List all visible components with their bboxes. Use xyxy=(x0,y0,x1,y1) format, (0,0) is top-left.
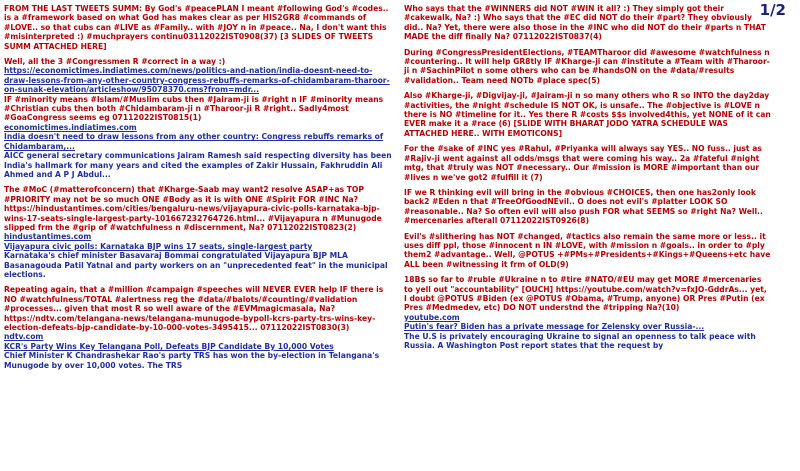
tweet-text: Who says that the #WINNERS did NOT #WIN it all? :) They simply got their #cakewalk, Na? :) Who says that the #EC did NOT do their #part? They obviously did.. Na? Yet, there were also those in the #INC who did NOT do their #parts n THAT MADE the diff finally Na? 07112022IST0837(4) xyxy=(404,4,766,42)
tweet-text: For the #sake of #INC yes #Rahul, #Priyanka will always say YES.. NO fuss.. just as #Rajiv-ji went against all odds/msgs that were coming his way.. 2a #fateful #night mtg, that #truly was NOT #necessary.. Our #mission is MORE #important than our #lives n we've got2 #fulfill it (7) xyxy=(404,144,762,182)
tweet-text: Repeating again, that a #million #campaign #speeches will NEVER EVER help IF there is NO #watchfulness/TOTAL #alertness reg the #data/#balots/#counting/#validation #processes... given that most R so well aware of the #EVMmagicmasala, Na? https://ndtv.com/telangana-news/telangana-munugode-bypoll-kcrs-party-trs-wins-key-election-defeats-bjp-candidate-by-10-000-votes-3495415... 07112022IST0830(3) xyxy=(4,285,384,332)
tweet-text: 18B$ so far to #ruble #Ukraine n to #tire #NATO/#EU may get MORE #mercenaries to yell out "accountability" [OUCH] https://youtube.com/watch?v=fxJO-GddrAs... yet, I doubt @POTUS #Biden (ex @POTUS #Obama, #Trump, anyone) OR Pres #Putin (ex Pres #Medmedev, etc) DO NOT understnd the #tripping Na?(10) xyxy=(404,275,767,313)
link-domain[interactable]: hindustantimes.com xyxy=(4,232,92,242)
right-column xyxy=(404,4,772,350)
link-card-description: Karnataka's chief minister Basavaraj Bommai congratulated Vijayapura BJP MLA Basanagouda Patil Yatnal and party workers on an "unprecedented feat" in the municipal elections. xyxy=(4,251,388,279)
link-domain[interactable]: economictimes.indiatimes.com xyxy=(4,122,137,132)
tweet-text: Well, all the 3 #Congressmen R #correct in a way :) xyxy=(4,57,226,67)
link-card-description: The U.S is privately encouraging Ukraine to signal an openness to talk peace with Russia. A Washington Post report states that the request by xyxy=(404,331,756,350)
tweet-text: The #MoC (#matterofconcern) that #Kharge-Saab may want2 resolve ASAP+as TOP #PRIORITY may not be so much ONE #Body as it is with ONE #Spirit FOR #INC Na? https://hindustantimes.com/cities/bengaluru-news/vijayapura-civic-polls-karnataka-bjp-wins-17-seats-single-largest-party-101667232764726.html... #Vijayapura n #Munugode slipped frm the #grip of #watchfulness n #discernment, Na? 07112022IST0823(2) xyxy=(4,185,382,232)
tweet-text: IF we R thinking evil will bring in the #obvious #CHOICES, then one has2only look back2 #Eden n that #TreeOfGoodNEvil.. O does not evil's #platter LOOK SO #reasonable.. Na? So often evil will also push FOR what SEEMS so #right Na? Well.. #mercenaries afterall 07112022IST0926(8) xyxy=(404,187,763,226)
left-column xyxy=(4,4,394,370)
tweet-text: During #CongressPresidentElections, #TEAMTharoor did #awesome #watchfulness n #countering.. It will help GR8tly IF #Kharge-ji can #institute a #Team with #Tharoor-ji n #SachinPilot n some others who can be #handsON on the #data/#results #validation.. Team need NOTb #place spec(5) xyxy=(404,47,770,85)
page-number: 1/2 xyxy=(759,1,786,19)
link-card-description: Chief Minister K Chandrashekar Rao's party TRS has won the by-election in Telangana's Munugode by over 10,000 votes. The TRS xyxy=(4,351,380,370)
tweet-text: IF #minority means #Islam/#Muslim cubs then #Jairam-ji is #right n IF #minority means #Christian cubs then both #Chidambaram-ji n #Tharoor-ji R #right.. Sadly4most #GoaCongress seems eg 07112022IST0815(1) xyxy=(4,94,384,123)
tweet-text: FROM THE LAST TWEETS SUMM: By God's #peacePLAN I meant #following God's #codes.. is a #framework based on what God has makes clear as per HIS2GR8 #commands of #LOVE.. so that cubs can #LIVE as #Family.. with #JOY n in #peace.. Na, I don't want this #misinterpreted :) #muchprayers continu03112022IST0908(37) [3 SLIDES OF TWEETS SUMM ATTACHED HERE] xyxy=(4,4,389,51)
link-domain[interactable]: youtube.com xyxy=(404,312,460,322)
article-link[interactable]: https://economictimes.indiatimes.com/news/politics-and-nation/india-doesnt-need-to-draw-lessons-from-any-other-country-congress-rebuffs-remarks-of-chidambaram-tharoor-on-sunak-elevation/articleshow/95078370.cms?from=mdr... xyxy=(4,66,390,95)
link-card-title[interactable]: KCR's Party Wins Key Telangana Poll, Defeats BJP Candidate By 10,000 Votes xyxy=(4,341,334,351)
link-card-title[interactable]: Vijayapura civic polls: Karnataka BJP wins 17 seats, single-largest party xyxy=(4,241,313,251)
link-card-description: AICC general secretary communications Jairam Ramesh said respecting diversity has been India's hallmark for many years and cited the examples of Zakir Hussain, Fakhruddin Ali Ahmed and A P J Abdul... xyxy=(4,151,392,179)
link-card-title[interactable]: India doesn't need to draw lessons from any other country: Congress rebuffs remarks of Chidambaram,... xyxy=(4,132,384,151)
link-card-title[interactable]: Putin's fear? Biden has a private message for Zelensky over Russia-... xyxy=(404,322,705,332)
tweet-text: Evil's #slithering has NOT #changed, #tactics also remain the same more or less.. it uses diff ppl, those #innocent n IN #LOVE, with #mission n #goals.. in order to #ply them2 #advantage.. Well, @POTUS +#PMs+#Presidents+#Kings+#Queens+etc have ALL been #witnessing it frm of OLD(9) xyxy=(404,231,771,269)
link-domain[interactable]: ndtv.com xyxy=(4,332,44,342)
tweet-text: Also #Kharge-ji, #Digvijay-ji, #Jairam-ji n so many others who R so INTO the day2day #activities, the #night #schedule IS NOT OK, is unsafe.. The #objective is #LOVE n there is NO #timeline for it.. Yes there R #costs $$s involved4this, yet NONE of it can EVER make it a #race (6) [SLIDE WITH BHARAT JODO YATRA SCHEDULE WAS ATTACHED HERE.. WITH EMOTICONS] xyxy=(404,91,771,138)
